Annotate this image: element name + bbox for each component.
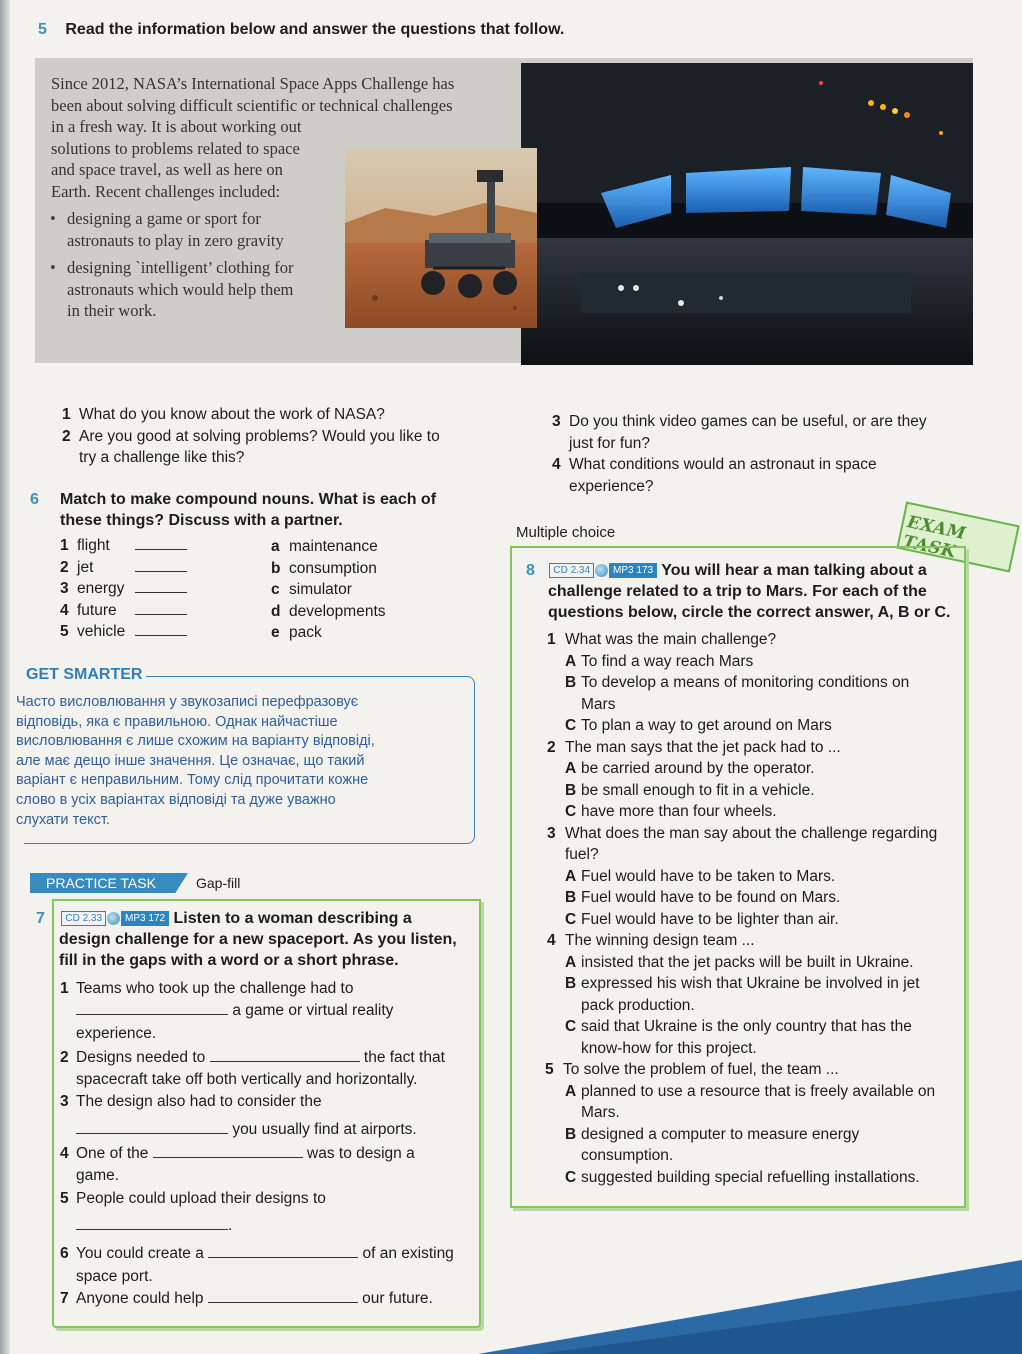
ex6-heading-line: these things? Discuss with a partner. — [60, 512, 343, 529]
gap-text: our future. — [362, 1289, 433, 1307]
match-word: maintenance — [289, 538, 378, 555]
gap-text: Anyone could help — [76, 1289, 204, 1307]
tip-line: але має дещо інше значення. Це означає, що такий — [16, 752, 365, 769]
ex8-questions — [547, 629, 967, 1188]
question-text: just for fun? — [569, 434, 650, 452]
ex8-heading — [526, 560, 956, 623]
get-smarter-title: GET SMARTER — [22, 666, 146, 684]
mc-question-text: To solve the problem of fuel, the team ... — [563, 1061, 839, 1078]
mc-option[interactable] — [565, 1016, 967, 1059]
ex7-items — [60, 978, 470, 1310]
ex7-number: 7 — [36, 910, 45, 927]
match-number: 1 — [60, 537, 69, 554]
question-text: Are you good at solving problems? Would you like to — [79, 427, 440, 445]
info-line: and space travel, as well as here on — [51, 160, 283, 179]
mc-question-text: What was the main challenge? — [565, 631, 777, 648]
gap-item — [60, 1288, 470, 1310]
info-line: solutions to problems related to space — [51, 138, 300, 158]
question-item — [62, 404, 482, 426]
option-letter: A — [565, 867, 577, 885]
ex5-number: 5 — [38, 21, 47, 38]
info-line: been about solving difficult scientific or technical challenges — [51, 95, 453, 115]
gap-text: People could upload their designs to — [76, 1189, 326, 1207]
practice-task-type: Gap-fill — [196, 875, 241, 891]
question-text: What conditions would an astronaut in space — [569, 456, 877, 473]
match-item — [60, 600, 187, 622]
mc-question-number: 1 — [547, 631, 556, 648]
tip-line: висловлювання є лише схожим на варіанту відповіді, — [16, 733, 375, 750]
gap-text: Designs needed to — [76, 1048, 206, 1066]
mc-question — [547, 629, 967, 651]
match-item — [271, 579, 386, 601]
match-number: 5 — [60, 623, 69, 640]
option-text: know-how for this project. — [581, 1039, 757, 1057]
gap-text: you usually find at airports. — [232, 1120, 417, 1138]
option-letter: C — [565, 910, 577, 928]
answer-blank[interactable] — [208, 1257, 358, 1258]
gap-number: 5 — [60, 1189, 69, 1207]
ex6-heading-row — [30, 489, 480, 531]
audio-disc-icon — [595, 564, 608, 577]
bullet-line: • designing `intelligent’ clothing for — [67, 258, 294, 277]
mc-option[interactable] — [565, 973, 967, 1016]
match-word: simulator — [289, 581, 352, 598]
mc-question-number: 2 — [547, 738, 556, 756]
option-letter: A — [565, 652, 577, 670]
mc-option[interactable] — [565, 651, 967, 673]
question-item — [552, 411, 972, 454]
mc-question-text: What does the man say about the challenge regarding — [565, 824, 938, 842]
ex7-heading-line: design challenge for a new spaceport. As you listen, — [59, 931, 457, 948]
mc-question-number: 4 — [547, 932, 556, 949]
tip-line: Часто висловлювання у звукозаписі перефразовує — [16, 694, 359, 710]
cockpit-photo — [521, 63, 973, 365]
mc-option[interactable] — [565, 758, 967, 780]
answer-blank[interactable] — [76, 1014, 228, 1015]
ex8-heading-line: You will hear a man talking about a — [661, 562, 927, 579]
ex5-questions-right — [552, 411, 972, 497]
gap-number: 6 — [60, 1245, 69, 1263]
answer-blank[interactable] — [135, 592, 187, 593]
match-item — [271, 558, 386, 580]
option-text: planned to use a resource that is freely available on — [581, 1082, 936, 1100]
cd-track-badge[interactable]: CD 2.33 — [61, 911, 106, 926]
mc-option[interactable] — [565, 780, 967, 802]
mc-question — [547, 930, 967, 952]
gap-text: game. — [76, 1167, 120, 1185]
question-text: Do you think video games can be useful, or are they — [569, 413, 927, 430]
answer-blank[interactable] — [76, 1229, 228, 1230]
option-text: be carried around by the operator. — [581, 760, 815, 777]
match-letter: c — [271, 581, 280, 598]
option-letter: B — [565, 674, 577, 691]
ex7-heading — [36, 908, 476, 971]
gap-item — [60, 978, 470, 1000]
option-letter: A — [565, 760, 577, 777]
gap-item — [60, 1188, 470, 1210]
question-number: 2 — [62, 427, 71, 445]
mc-question-number: 5 — [545, 1061, 554, 1078]
answer-blank[interactable] — [76, 1133, 228, 1134]
match-word: jet — [77, 558, 94, 576]
option-text: pack production. — [581, 996, 695, 1014]
gap-text: You could create a — [76, 1245, 204, 1263]
option-text: Fuel would have to be lighter than air. — [581, 910, 839, 928]
option-text: expressed his wish that Ukraine be involved in jet — [581, 975, 920, 992]
option-text: have more than four wheels. — [581, 803, 777, 820]
option-text: insisted that the jet packs will be built in Ukraine. — [581, 953, 914, 971]
option-text: Mars — [581, 695, 616, 713]
ex7-heading-line: fill in the gaps with a word or a short phrase. — [59, 952, 399, 969]
question-number: 1 — [62, 406, 71, 423]
option-text: consumption. — [581, 1147, 674, 1164]
match-word: developments — [289, 602, 386, 620]
gap-item — [76, 1119, 470, 1141]
practice-task-label: PRACTICE TASK — [46, 875, 156, 891]
mc-option[interactable] — [565, 909, 967, 931]
question-text: What do you know about the work of NASA? — [79, 406, 385, 423]
match-item — [60, 557, 187, 579]
answer-blank[interactable] — [135, 571, 187, 572]
option-text: Mars. — [581, 1104, 620, 1121]
match-item — [60, 621, 187, 643]
option-letter: B — [565, 781, 577, 799]
option-text: said that Ukraine is the only country that has the — [581, 1018, 912, 1035]
ex8-number: 8 — [526, 562, 535, 579]
bullet-line: astronauts to play in zero gravity — [67, 230, 284, 250]
gap-text: Teams who took up the challenge had to — [76, 980, 354, 997]
match-item — [60, 578, 187, 600]
info-bullet — [67, 257, 511, 322]
mp3-track-badge[interactable]: MP3 173 — [609, 563, 657, 578]
option-text: suggested building special refuelling installations. — [581, 1168, 920, 1186]
gap-text: One of the — [76, 1145, 149, 1163]
match-word: pack — [289, 624, 322, 641]
match-letter: b — [271, 559, 281, 577]
ex6-heading-line: Match to make compound nouns. What is each of — [60, 491, 437, 508]
option-letter: A — [565, 1082, 577, 1100]
mc-option[interactable] — [565, 866, 967, 888]
answer-blank[interactable] — [135, 549, 187, 550]
gap-item — [60, 1243, 470, 1265]
tip-line: слово в усіх варіантах відповіді та дуже уважно — [16, 791, 336, 808]
option-text: To find a way reach Mars — [581, 652, 754, 670]
mc-question-text: The man says that the jet pack had to ... — [565, 738, 841, 756]
match-word: energy — [77, 580, 125, 597]
mc-option[interactable] — [565, 887, 967, 909]
mp3-track-badge[interactable]: MP3 172 — [121, 911, 169, 926]
gap-text: a game or virtual reality — [232, 1002, 394, 1020]
gap-item — [76, 1000, 470, 1022]
gap-item — [60, 1047, 470, 1069]
question-number: 4 — [552, 456, 561, 473]
answer-blank[interactable] — [208, 1302, 358, 1303]
option-letter: C — [565, 1018, 577, 1035]
mc-question — [547, 823, 967, 866]
match-letter: a — [271, 538, 280, 555]
mc-option[interactable] — [565, 715, 967, 737]
ex8-heading-line: questions below, circle the correct answer, A, B or C. — [548, 604, 951, 621]
match-word: future — [77, 601, 117, 619]
option-text: designed a computer to measure energy — [581, 1125, 860, 1143]
page-corner-decoration — [478, 1210, 1022, 1354]
option-letter: A — [565, 953, 577, 971]
info-panel — [35, 58, 973, 363]
mc-option[interactable] — [565, 952, 967, 974]
match-word: flight — [77, 537, 110, 554]
page-edge — [0, 0, 10, 1354]
gap-number: 4 — [60, 1145, 69, 1163]
answer-blank[interactable] — [210, 1061, 360, 1062]
option-letter: C — [565, 717, 577, 734]
gap-text: the fact that — [363, 1048, 445, 1066]
gap-number: 2 — [60, 1048, 69, 1066]
option-letter: B — [565, 889, 577, 906]
mc-question-text: fuel? — [565, 846, 599, 863]
gap-item — [76, 1215, 470, 1237]
cd-track-badge[interactable]: CD 2.34 — [549, 563, 594, 578]
option-letter: B — [565, 1125, 577, 1143]
mc-question-text: The winning design team ... — [565, 932, 755, 949]
answer-blank[interactable] — [153, 1157, 303, 1158]
ex5-heading: Read the information below and answer the questions that follow. — [65, 21, 565, 38]
gap-text: of an existing — [362, 1245, 454, 1263]
match-word: consumption — [289, 559, 377, 577]
mc-option[interactable] — [565, 1167, 967, 1189]
mc-question — [547, 737, 967, 759]
gap-text: spacecraft take off both vertically and horizontally. — [76, 1071, 418, 1089]
match-word: vehicle — [77, 623, 126, 640]
answer-blank[interactable] — [135, 635, 187, 636]
gap-text: The design also had to consider the — [76, 1093, 322, 1111]
tip-line: варіант є неправильним. Тому слід прочитати кожне — [16, 772, 369, 789]
option-text: To develop a means of monitoring conditions on — [581, 674, 910, 691]
ex5-questions-left — [62, 404, 482, 469]
ex8-heading-line: challenge related to a trip to Mars. For each of the — [548, 583, 927, 600]
mc-option[interactable] — [565, 801, 967, 823]
info-line: Since 2012, NASA’s International Space Apps Challenge has — [51, 74, 455, 93]
match-number: 3 — [60, 580, 69, 597]
audio-disc-icon — [107, 912, 120, 925]
mc-question — [547, 1059, 967, 1081]
option-letter: B — [565, 975, 577, 992]
get-smarter-box — [16, 666, 475, 844]
question-item — [552, 454, 972, 497]
question-number: 3 — [552, 413, 561, 430]
gap-text: space port. — [76, 1267, 153, 1285]
mc-option[interactable] — [565, 1081, 967, 1124]
info-line: Earth. Recent challenges included: — [51, 181, 281, 201]
ex7-heading-line: Listen to a woman describing a — [173, 910, 412, 927]
multiple-choice-label: Multiple choice — [516, 524, 616, 541]
match-item — [271, 622, 386, 644]
match-number: 4 — [60, 601, 69, 619]
option-text: To plan a way to get around on Mars — [581, 717, 832, 734]
question-text: experience? — [569, 477, 654, 495]
match-item — [60, 535, 187, 557]
match-letter: e — [271, 624, 280, 641]
ex6-left-column — [60, 535, 187, 643]
ex6-right-column — [271, 536, 386, 644]
exam-task-label: EXAM TASK — [901, 512, 968, 563]
answer-blank[interactable] — [135, 614, 187, 615]
option-letter: C — [565, 803, 577, 820]
bullet-line: in their work. — [67, 301, 157, 320]
match-item — [271, 601, 386, 623]
option-text: be small enough to fit in a vehicle. — [581, 781, 815, 799]
bullet-line: astronauts which would help them — [67, 279, 294, 299]
option-text: Fuel would have to be found on Mars. — [581, 889, 841, 906]
gap-text: . — [228, 1216, 233, 1234]
mc-question-number: 3 — [547, 824, 556, 842]
gap-item — [60, 1143, 470, 1165]
gap-number: 3 — [60, 1093, 69, 1111]
gap-text: was to design a — [307, 1145, 415, 1163]
option-letter: C — [565, 1168, 577, 1186]
gap-number: 1 — [60, 980, 69, 997]
tip-line: відповідь, яка є правильною. Однак найчастіше — [16, 713, 338, 730]
mc-option[interactable] — [565, 1124, 967, 1167]
gap-item — [60, 1091, 470, 1113]
ex5-heading-row — [38, 19, 564, 40]
info-line: in a fresh way. It is about working out — [51, 117, 302, 136]
match-number: 2 — [60, 558, 69, 576]
question-item — [62, 426, 482, 469]
mc-option[interactable] — [565, 672, 967, 715]
match-item — [271, 536, 386, 558]
tip-line: слухати текст. — [16, 811, 110, 828]
gap-text: experience. — [76, 1024, 157, 1042]
question-text: try a challenge like this? — [79, 449, 245, 466]
info-bullet — [67, 208, 511, 251]
ex6-number: 6 — [30, 491, 39, 508]
match-letter: d — [271, 602, 281, 620]
option-text: Fuel would have to be taken to Mars. — [581, 867, 836, 885]
gap-number: 7 — [60, 1289, 69, 1307]
bullet-line: • designing a game or sport for — [67, 209, 261, 228]
